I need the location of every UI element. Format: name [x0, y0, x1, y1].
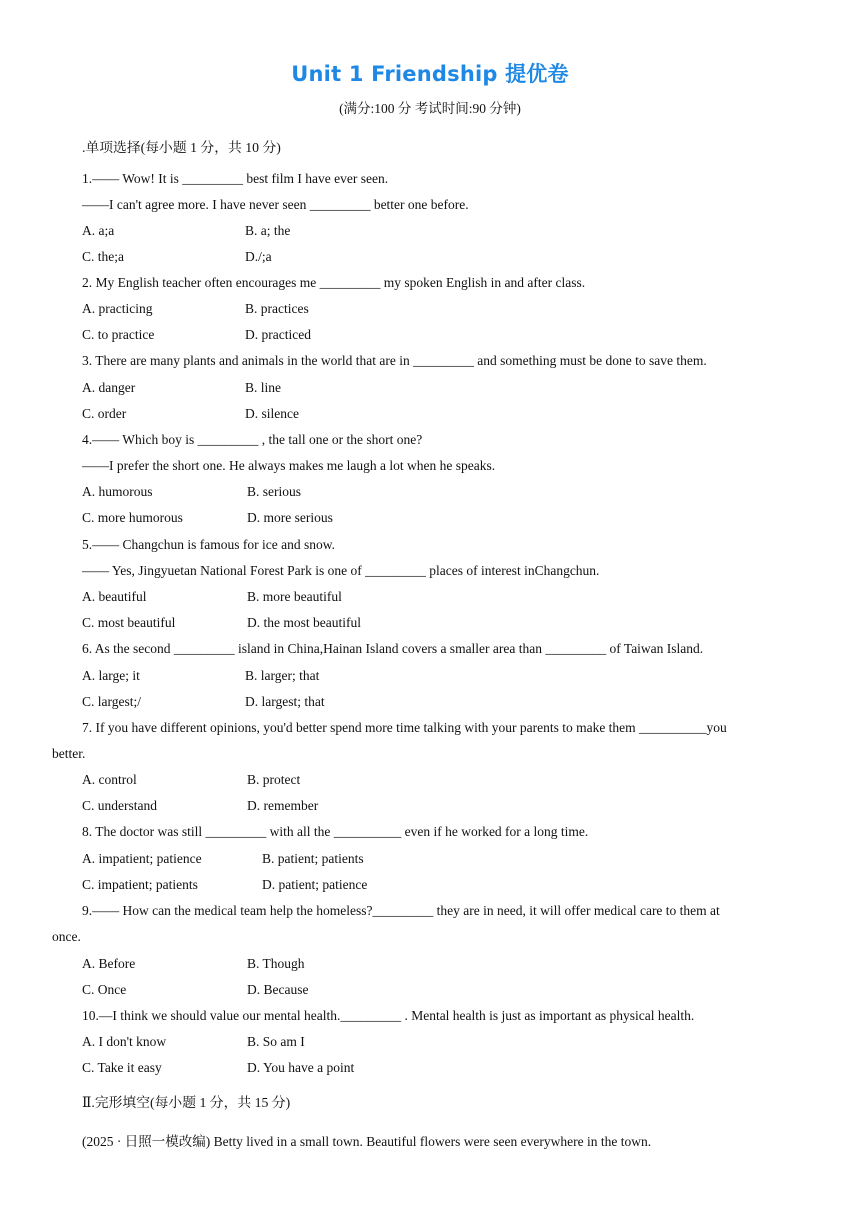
question-10-line-1: 10.—I think we should value our mental health._________ . Mental health is just as important as physical health. [82, 1008, 695, 1023]
question-2-line-1: 2. My English teacher often encourages me _________ my spoken English in and after class. [82, 275, 586, 290]
question-3-option-b: B. line [245, 380, 281, 395]
question-10-option-b: B. So am I [247, 1034, 305, 1049]
section-heading-cloze: Ⅱ.完形填空(每小题 1 分，共 15 分) [82, 1095, 291, 1110]
question-1-option-b: B. a; the [245, 223, 291, 238]
question-6-option-a: A. large; it [82, 668, 140, 683]
question-3-line-1: 3. There are many plants and animals in the world that are in _________ and something must be done to save them. [82, 353, 707, 368]
passage-intro: (2025 · 日照一模改编) Betty lived in a small town. Beautiful flowers were seen everywhere in the town. [82, 1134, 652, 1149]
question-6-option-b: B. larger; that [245, 668, 320, 683]
question-4-option-b: B. serious [247, 484, 301, 499]
question-5-option-a: A. beautiful [82, 589, 147, 604]
question-6-option-d: D. largest; that [245, 694, 325, 709]
question-7-option-d: D. remember [247, 798, 319, 813]
question-9-option-a: A. Before [82, 956, 136, 971]
question-4-option-c: C. more humorous [82, 510, 183, 525]
question-8-option-c: C. impatient; patients [82, 877, 198, 892]
question-7-line-1: 7. If you have different opinions, you'd better spend more time talking with your parents to make them __________you [82, 720, 727, 735]
question-2-option-a: A. practicing [82, 301, 153, 316]
section-heading-single-choice: .单项选择(每小题 1 分，共 10 分) [82, 140, 281, 155]
question-2-option-b: B. practices [245, 301, 309, 316]
question-1-line-1: 1.—— Wow! It is _________ best film I have ever seen. [82, 171, 389, 186]
question-1-option-c: C. the;a [82, 249, 124, 264]
question-9-line-1: 9.—— How can the medical team help the homeless?_________ they are in need, it will offer medical care to them at [82, 903, 720, 918]
question-6-line-1: 6. As the second _________ island in China,Hainan Island covers a smaller area than _________ of Taiwan Island. [82, 641, 704, 656]
question-1-line-2: ——I can't agree more. I have never seen _________ better one before. [82, 197, 469, 212]
question-1-option-a: A. a;a [82, 223, 115, 238]
question-3-option-d: D. silence [245, 406, 299, 421]
question-8-line-1: 8. The doctor was still _________ with all the __________ even if he worked for a long time. [82, 824, 589, 839]
question-5-option-b: B. more beautiful [247, 589, 342, 604]
question-7-option-a: A. control [82, 772, 137, 787]
question-6-option-c: C. largest;/ [82, 694, 141, 709]
question-1-option-d: D./;a [245, 249, 272, 264]
page-subtitle: (满分:100 分 考试时间:90 分钟) [339, 101, 521, 116]
question-2-option-d: D. practiced [245, 327, 311, 342]
question-7-line-2: better. [52, 746, 86, 761]
question-10-option-a: A. I don't know [82, 1034, 167, 1049]
question-4-line-1: 4.—— Which boy is _________ , the tall one or the short one? [82, 432, 423, 447]
question-3-option-a: A. danger [82, 380, 136, 395]
question-9-option-d: D. Because [247, 982, 309, 997]
question-9-option-c: C. Once [82, 982, 127, 997]
question-10-option-c: C. Take it easy [82, 1060, 162, 1075]
question-2-option-c: C. to practice [82, 327, 155, 342]
question-8-option-a: A. impatient; patience [82, 851, 202, 866]
question-7-option-b: B. protect [247, 772, 301, 787]
question-5-option-c: C. most beautiful [82, 615, 176, 630]
question-3-option-c: C. order [82, 406, 127, 421]
question-5-line-2: —— Yes, Jingyuetan National Forest Park is one of _________ places of interest inChangchun. [82, 563, 600, 578]
question-4-option-a: A. humorous [82, 484, 153, 499]
question-5-line-1: 5.—— Changchun is famous for ice and snow. [82, 537, 335, 552]
question-8-option-d: D. patient; patience [262, 877, 368, 892]
question-4-line-2: ——I prefer the short one. He always makes me laugh a lot when he speaks. [82, 458, 496, 473]
question-5-option-d: D. the most beautiful [247, 615, 361, 630]
question-10-option-d: D. You have a point [247, 1060, 355, 1075]
question-9-line-2: once. [52, 929, 81, 944]
question-7-option-c: C. understand [82, 798, 157, 813]
question-8-option-b: B. patient; patients [262, 851, 364, 866]
question-4-option-d: D. more serious [247, 510, 333, 525]
question-9-option-b: B. Though [247, 956, 305, 971]
page-title: Unit 1 Friendship 提优卷 [291, 62, 569, 86]
